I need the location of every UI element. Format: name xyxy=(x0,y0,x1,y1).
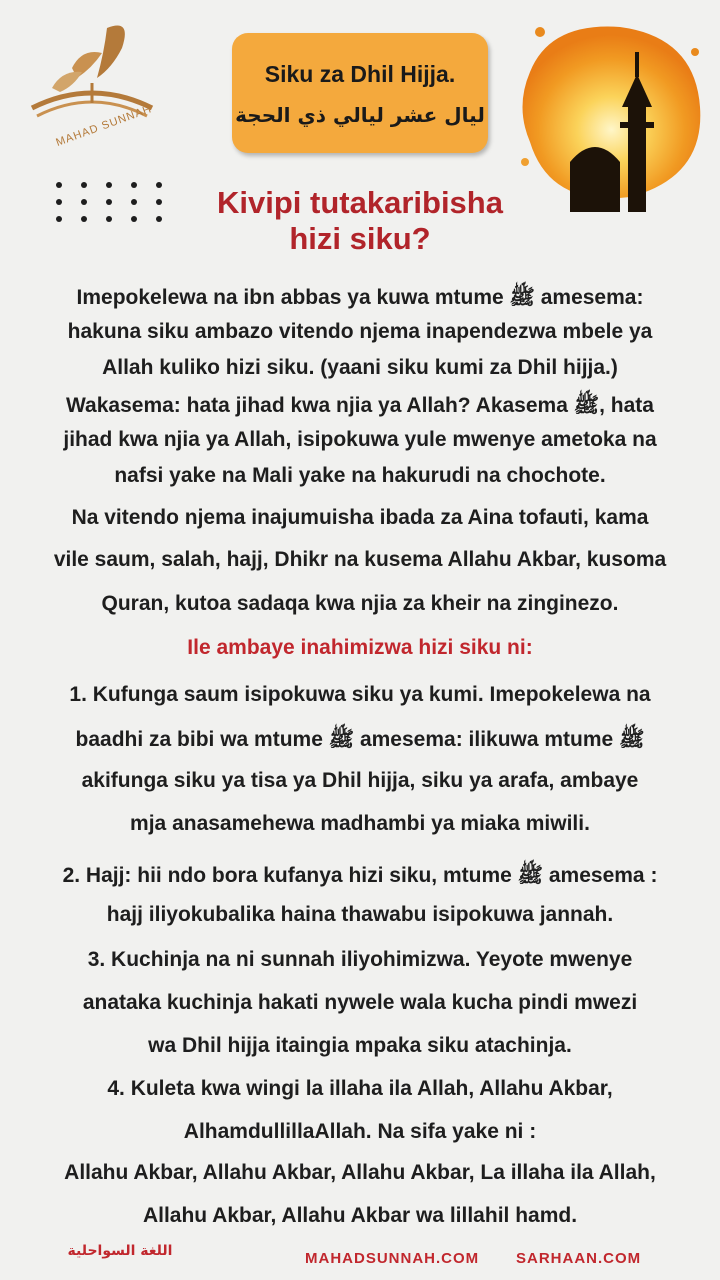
intro-line-3: Allah kuliko hizi siku. (yaani siku kumi za Dhil hijja.) xyxy=(102,356,618,379)
intro-line-7: Na vitendo njema inajumuisha ibada za Aina tofauti, kama xyxy=(71,506,649,529)
intro-line-4: Wakasema: hata jihad kwa njia ya Allah? Akasema ﷺ, hata xyxy=(66,394,654,417)
mosque-sunset-illustration xyxy=(510,12,710,212)
list-line-8: anataka kuchinja hakati nywele wala kucha pindi mwezi xyxy=(82,991,638,1014)
list-line-9: wa Dhil hijja itaingia mpaka siku atachinja. xyxy=(148,1034,572,1057)
intro-line-9: Quran, kutoa sadaqa kwa njia za kheir na zinginezo. xyxy=(101,592,619,615)
decorative-dots xyxy=(54,180,174,230)
title-english: Siku za Dhil Hijja. xyxy=(264,61,456,87)
list-line-1: 1. Kufunga saum isipokuwa siku ya kumi. Imepokelewa na xyxy=(69,683,651,706)
sarhaan-link[interactable]: SARHAAN.COM xyxy=(516,1250,642,1267)
list-line-10: 4. Kuleta kwa wingi la illaha ila Allah, Allahu Akbar, xyxy=(107,1077,613,1100)
language-label: اللغة السواحلية xyxy=(67,1243,173,1259)
mahad-sunnah-logo xyxy=(12,8,172,158)
logo-text: MAHAD SUNNAH xyxy=(54,103,154,149)
intro-line-5: jihad kwa njia ya Allah, isipokuwa yule mwenye ametoka na xyxy=(63,428,657,451)
list-line-3: akifunga siku ya tisa ya Dhil hijja, siku ya arafa, ambaye xyxy=(81,769,639,792)
title-card xyxy=(232,33,488,153)
list-line-12: Allahu Akbar, Allahu Akbar, Allahu Akbar, La illaha ila Allah, xyxy=(64,1161,656,1184)
list-line-2: baadhi za bibi wa mtume ﷺ amesema: ilikuwa mtume ﷺ xyxy=(75,728,645,751)
title-arabic: ليال عشر ليالي ذي الحجة xyxy=(235,103,485,127)
intro-line-2: hakuna siku ambazo vitendo njema inapendezwa mbele ya xyxy=(67,320,653,343)
intro-line-6: nafsi yake na Mali yake na hakurudi na chochote. xyxy=(114,464,606,487)
intro-line-1: Imepokelewa na ibn abbas ya kuwa mtume ﷺ amesema: xyxy=(76,286,644,309)
main-heading: Kivipi tutakaribisha hizi siku? xyxy=(217,185,503,256)
intro-line-8: vile saum, salah, hajj, Dhikr na kusema Allahu Akbar, kusoma xyxy=(53,548,667,571)
list-line-11: AlhamdullillaAllah. Na sifa yake ni : xyxy=(183,1120,537,1143)
subheading: Ile ambaye inahimizwa hizi siku ni: xyxy=(187,636,533,659)
list-line-5: 2. Hajj: hii ndo bora kufanya hizi siku, mtume ﷺ amesema : xyxy=(62,864,658,887)
list-line-4: mja anasamehewa madhambi ya miaka miwili. xyxy=(130,812,590,835)
list-line-7: 3. Kuchinja na ni sunnah iliyohimizwa. Yeyote mwenye xyxy=(87,948,633,971)
mahadsunnah-link[interactable]: MAHADSUNNAH.COM xyxy=(305,1250,480,1267)
list-line-6: hajj iliyokubalika haina thawabu isipokuwa jannah. xyxy=(106,903,614,926)
list-line-13: Allahu Akbar, Allahu Akbar wa lillahil hamd. xyxy=(142,1204,578,1227)
